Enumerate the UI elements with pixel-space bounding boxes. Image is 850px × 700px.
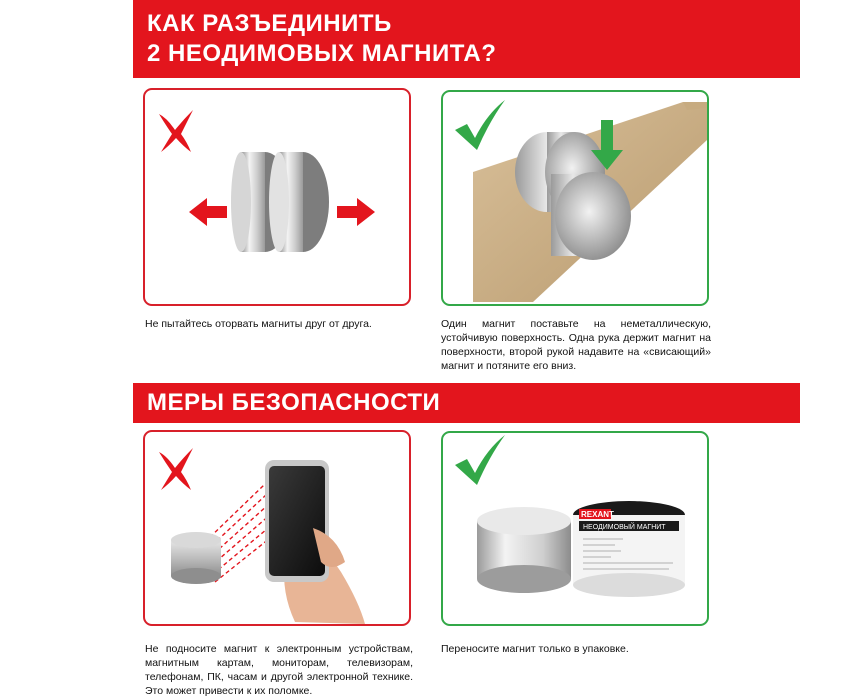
- cross-mark-icon: [159, 110, 193, 152]
- safety-banner: [133, 383, 800, 423]
- magnet-cylinder: [171, 532, 221, 584]
- packaging-illustration: [443, 433, 707, 624]
- slide-off-illustration: [443, 92, 707, 304]
- caption-right-packaging: Переносите магнит только в упаковке.: [441, 643, 629, 655]
- hand-holding-phone: [265, 460, 365, 624]
- caption-right-slide-off: Один магнит поставьте на неметаллическую, устойчивую поверхность. Одна рука держит магнит на поверхности, второй рукой надавите на «свисающий» магнит и потяните его вниз.: [441, 318, 711, 372]
- cross-mark-icon: [159, 448, 193, 490]
- page-title-line2: 2 НЕОДИМОВЫХ МАГНИТА?: [147, 40, 497, 67]
- magnet-package-box: [573, 501, 685, 597]
- electronics-illustration: [145, 432, 409, 624]
- panel-wrong-electronics: [143, 430, 411, 626]
- panel-right-packaging: [441, 431, 709, 626]
- pull-apart-illustration: [145, 90, 409, 304]
- check-mark-icon: [455, 100, 505, 150]
- magnet-cylinder: [477, 507, 571, 593]
- check-mark-icon: [455, 435, 505, 485]
- section-title: МЕРЫ БЕЗОПАСНОСТИ: [147, 389, 441, 416]
- page-title-line1: КАК РАЗЪЕДИНИТЬ: [147, 10, 392, 37]
- package-label: НЕОДИМОВЫЙ МАГНИТ: [583, 524, 666, 531]
- right-arrow-icon: [337, 198, 375, 226]
- caption-wrong-pull-apart: Не пытайтесь оторвать магниты друг от друга.: [145, 318, 372, 330]
- magnet-hanging: [551, 172, 631, 260]
- header-banner: [133, 0, 800, 78]
- panel-right-slide-off: [441, 90, 709, 306]
- magnet-pair: [231, 152, 329, 252]
- panel-wrong-pull-apart: [143, 88, 411, 306]
- left-arrow-icon: [189, 198, 227, 226]
- package-brand: REXANT: [581, 510, 614, 519]
- caption-wrong-electronics: Не подносите магнит к электронным устройствам, магнитным картам, мониторам, телевизорам, телефонам, ПК, часам и другой электронной технике. Это может привести к их поломке.: [145, 643, 413, 697]
